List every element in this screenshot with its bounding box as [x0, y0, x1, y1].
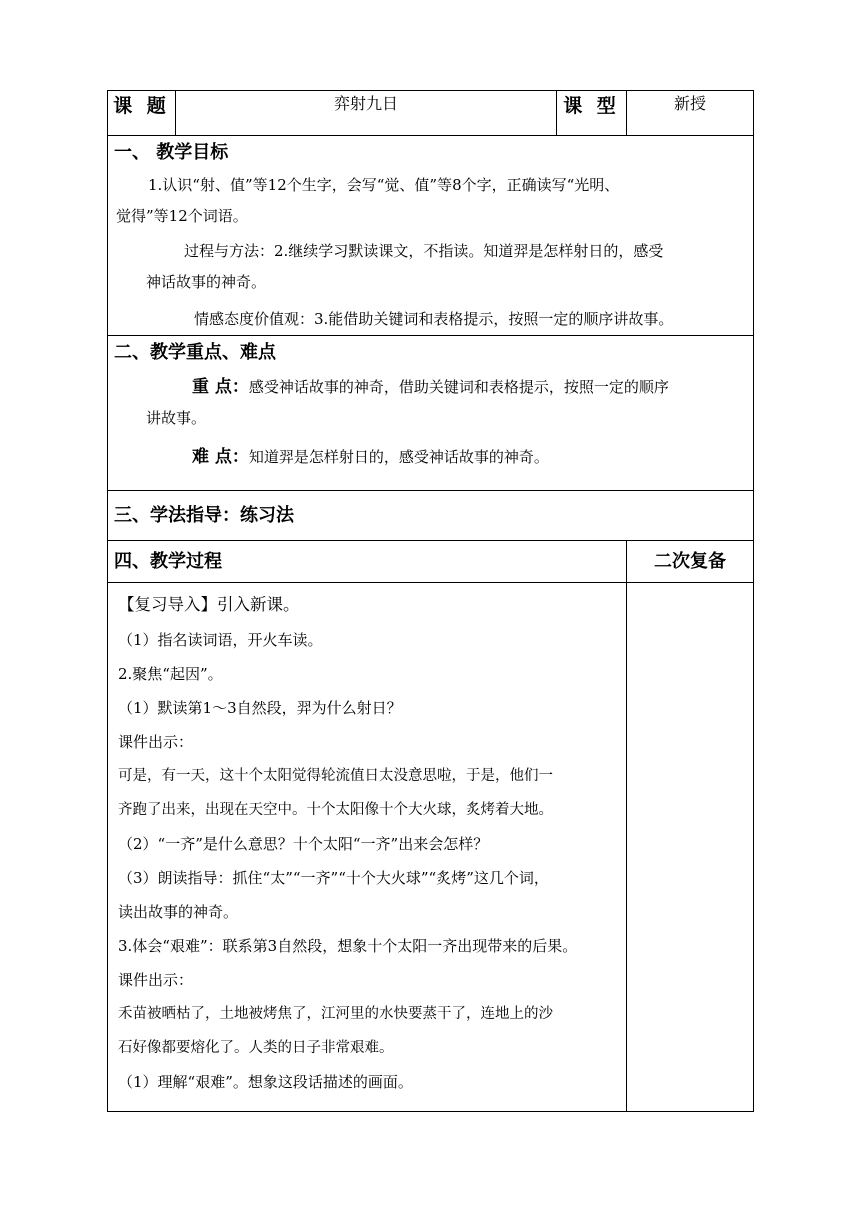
header-row: [108, 91, 754, 136]
key-point-label: 重 点：: [192, 377, 249, 397]
section-method-title: 三、学法指导：练习法: [114, 504, 294, 526]
process-line-9: 读出故事的神奇。: [118, 903, 239, 921]
section-method: [108, 491, 754, 541]
section-key-row: [108, 336, 754, 491]
difficult-point-label: 难 点：: [192, 447, 249, 467]
process-line-0: 【复习导入】引入新课。: [118, 595, 300, 614]
process-line-4: 课件出示：: [118, 733, 194, 751]
section-key-title: 二、教学重点、难点: [114, 342, 276, 363]
section-method-row: [108, 491, 754, 541]
process-line-2: 2.聚焦“起因”。: [118, 665, 223, 683]
process-line-3: （1）默读第1～3自然段，羿为什么射日？: [118, 699, 402, 717]
process-line-12: 禾苗被晒枯了，土地被烤焦了，江河里的水快要蒸干了，连地上的沙: [118, 1006, 553, 1022]
section-process-body-row: [108, 583, 754, 1112]
process-line-7: （2）“一齐”是什么意思？十个太阳“一齐”出来会怎样？: [118, 835, 489, 853]
lesson-plan-page: [107, 90, 753, 1112]
goal-2-line-1: 过程与方法：2.继续学习默读课文，不指读。知道羿是怎样射日的，感受: [184, 242, 664, 260]
section-goals-title: 一、 教学目标: [114, 142, 229, 163]
process-line-13: 石好像都要熔化了。人类的日子非常艰难。: [118, 1040, 394, 1056]
revision-title: 二次复备: [654, 550, 726, 572]
section-goals-row: [108, 136, 754, 336]
topic-label: 课 题: [108, 91, 176, 136]
difficult-point-line: [108, 434, 753, 473]
process-line-11: 课件出示：: [118, 971, 194, 989]
process-content: [108, 583, 627, 1112]
section-process-title-cell: [108, 541, 627, 583]
type-value: 新授: [627, 91, 754, 136]
section-process-header-row: [108, 541, 754, 583]
difficult-point-text: 知道羿是怎样射日的，感受神话故事的神奇。: [248, 448, 549, 466]
process-line-5: 可是，有一天，这十个太阳觉得轮流值日太没意思啦，于是，他们一: [118, 768, 553, 784]
key-point-text: 感受神话故事的神奇，借助关键词和表格提示，按照一定的顺序: [248, 378, 669, 396]
goal-3: 情感态度价值观：3.能借助关键词和表格提示，按照一定的顺序讲故事。: [194, 310, 674, 328]
process-line-10: 3.体会“艰难”：联系第3自然段，想象十个太阳一齐出现带来的后果。: [118, 937, 578, 955]
lesson-plan-table: [107, 90, 754, 1112]
process-line-8: （3）朗读指导：抓住“太”“一齐”“十个大火球”“炙烤”这几个词，: [118, 869, 549, 887]
goal-1-line-2: 觉得”等12个词语。: [116, 207, 248, 225]
goal-2-line-2: 神话故事的神奇。: [146, 273, 267, 291]
process-line-1: （1）指名读词语，开火车读。: [118, 631, 323, 649]
section-goals: [108, 136, 754, 336]
section-process-title: 四、教学过程: [114, 550, 222, 572]
key-point-line-1: [108, 366, 753, 403]
type-label: 课 型: [557, 91, 627, 136]
goal-1-line-1: 1.认识“射、值”等12个生字，会写“觉、值”等8个字，正确读写“光明、: [148, 176, 620, 194]
topic-value: 弈射九日: [176, 91, 557, 136]
key-point-line-2: 讲故事。: [146, 409, 207, 427]
revision-title-cell: [627, 541, 754, 583]
revision-notes-cell: [627, 583, 754, 1112]
process-line-14: （1）理解“艰难”。想象这段话描述的画面。: [118, 1073, 413, 1091]
process-line-6: 齐跑了出来，出现在天空中。十个太阳像十个大火球，炙烤着大地。: [118, 802, 553, 818]
section-key-points: [108, 336, 754, 491]
